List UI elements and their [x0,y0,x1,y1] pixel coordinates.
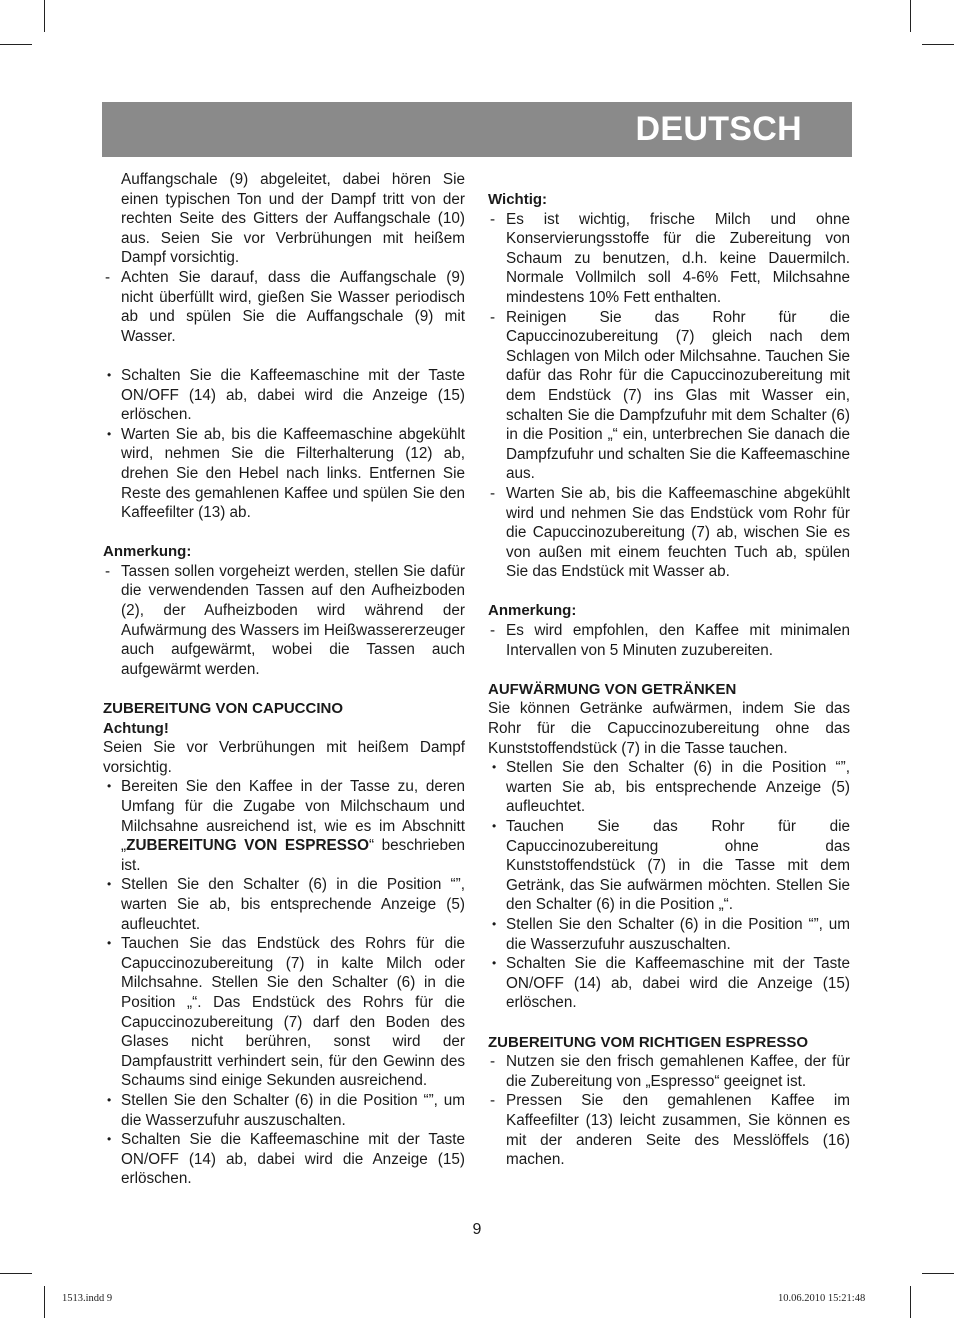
list-item-text: Stellen Sie den Schalter (6) in die Position “”, um die Wasserzufuhr auszuschalten. [121,1091,465,1129]
crop-mark [910,1286,911,1318]
bullet-marker: • [492,916,497,931]
section-reference: ZUBEREITUNG VON ESPRESSO [126,837,370,855]
list-item-text: Es ist wichtig, frische Milch und ohne Konservierungsstoffe für die Zubereitung von Schaum zu benutzen, d.h. keine Dauermilch. Normale Vollmilch soll 4-6% Fett, Milchsahne mindestens 10% Fett enthalten. [506,210,850,306]
list-item [488,758,850,817]
list-item-text: Stellen Sie den Schalter (6) in die Position “”, um die Wasserzufuhr auszuschalten. [506,915,850,953]
list-item-text: Stellen Sie den Schalter (6) in die Position “”, warten Sie ab, bis entsprechende Anzeige (5) aufleuchtet. [121,876,465,933]
dash-marker: - [490,1053,496,1071]
crop-mark [922,44,954,45]
list-item [488,621,850,660]
list-item [488,308,850,484]
list-item-text: Stellen Sie den Schalter (6) in die Position “”, warten Sie ab, bis entsprechende Anzeige (5) aufleuchtet. [506,759,850,816]
list-item-text: Nutzen sie den frisch gemahlenen Kaffee, der für die Zubereitung von „Espresso“ geeignet ist. [506,1053,850,1090]
list-item [103,1130,465,1189]
crop-mark [0,1273,32,1274]
dash-marker: - [490,210,496,228]
page-number: 9 [472,1221,482,1238]
list-item-text: Tauchen Sie das Endstück des Rohrs für die Capuccinozubereitung (7) in kalte Milch oder Milchsahne. Stellen Sie den Schalter (6) in die Position „“. Das Endstück des Rohrs für die Capuccinozubereitung (7) darf den Boden des Glases nicht berühren, sonst wird der Dampfaustritt verhindert sein, für den Gewinn des Schaums sind einige Sekunden ausreichend. [121,935,465,1090]
crop-mark [922,1273,954,1274]
list-item [488,954,850,1013]
bullet-marker: • [492,956,497,971]
bullet-marker: • [492,819,497,833]
right-column [488,190,850,1170]
dash-marker: - [490,484,496,502]
language-title: DEUTSCH [635,110,802,148]
list-item [103,777,465,875]
list-item [103,562,465,680]
crop-mark [0,44,32,45]
bullet-marker: • [107,426,112,441]
list-item [103,934,465,1091]
list-item-text: Reinigen Sie das Rohr für die Capuccinozubereitung (7) gleich nach dem Schlagen von Milch oder Milchsahne. Tauchen Sie dafür das Rohr für die Capuccinozubereitung mit dem Endstück (7) ins Glas mit Wasser ein, schalten Sie die Dampfzufuhr mit dem Schalter (6) in die Position „“ ein, unterbrechen Sie danach die Dampfzufuhr und schalten Sie die Kaffeemaschine aus. [506,308,850,483]
continued-paragraph: Auffangschale (9) abgeleitet, dabei hören Sie einen typischen Ton und der Dampf tritt von der rechten Seite des Gitters der Auffangschale (10) aus. Seien Sie vor Verbrühungen mit heißem Dampf vorsichtig. [121,171,465,267]
bullet-marker: • [107,779,112,794]
list-item [103,875,465,934]
section-heading: ZUBEREITUNG VOM RICHTIGEN ESPRESSO [488,1033,809,1051]
list-item-text: Es wird empfohlen, den Kaffee mit minimalen Intervallen von 5 Minuten zuzubereiten. [506,622,850,659]
list-item [488,1052,850,1091]
bullet-marker: • [107,1092,112,1107]
dash-marker: - [105,562,111,580]
list-item-text: Bereiten Sie den Kaffee in der Tasse zu, deren Umfang für die Zugabe von Milchschaum und Milchsahne ausreichend ist, wie es im Abschnitt „ZUBEREITUNG VON ESPRESSO“ beschrieben ist. [121,778,466,874]
list-item-text: Schalten Sie die Kaffeemaschine mit der Taste ON/OFF (14) ab, dabei wird die Anzeige (15) erlöschen. [121,366,465,424]
section-heading: ZUBEREITUNG VON CAPUCCINO [103,700,344,718]
left-column [103,170,465,1189]
list-item-text: Pressen Sie den gemahlenen Kaffee im Kaffeefilter (13) leicht zusammen, Sie können es mit der anderen Seite des Messlöffels (16) machen. [506,1092,850,1169]
language-header-bar [102,102,852,157]
print-timestamp: 10.06.2010 15:21:48 [778,1293,866,1304]
list-item-text: Warten Sie ab, bis die Kaffeemaschine abgekühlt wird und nehmen Sie das Endstück vom Rohr für die Capuccinozubereitung (7) ab, wischen Sie es von außen mit einem feuchten Tuch ab, spülen Sie das Endstück mit Wasser ab. [506,484,850,581]
note-heading: Anmerkung: [103,543,192,561]
bullet-marker: • [107,877,112,892]
list-item [103,268,465,346]
list-item [103,366,465,425]
list-item [488,484,850,582]
bullet-marker: • [492,760,497,775]
list-item-text: Achten Sie darauf, dass die Auffangschale (9) nicht überfüllt wird, gießen Sie Wasser periodisch ab und spülen Sie die Auffangschale (9) mit Wasser. [121,268,465,345]
bullet-marker: • [107,367,112,382]
list-item [488,915,850,954]
crop-mark [44,0,45,32]
dash-marker: - [105,268,111,286]
important-heading: Wichtig: [488,191,548,208]
list-item-text: Tauchen Sie das Rohr für die Capuccinozubereitung ohne das Kunststoffendstück (7) in die Tasse mit dem Getränk, das Sie aufwärmen möchten. Stellen Sie den Schalter (6) in die Position „“. [506,818,850,914]
crop-mark [44,1286,45,1318]
list-item [488,210,850,308]
note-heading: Anmerkung: [488,602,577,620]
list-item-text: Warten Sie ab, bis die Kaffeemaschine abgekühlt wird, nehmen Sie die Filterhalterung (12) ab, drehen Sie den Hebel nach links. Entfernen Sie Reste des gemahlenen Kaffee und spülen Sie den Kaffeefilter (13) ab. [121,425,465,522]
list-item-text: Schalten Sie die Kaffeemaschine mit der Taste ON/OFF (14) ab, dabei wird die Anzeige (15) erlöschen. [121,1131,465,1188]
list-item-text: Tassen sollen vorgeheizt werden, stellen Sie dafür die verwendenden Tassen auf den Aufheizboden (2), der Aufheizboden wird während der Aufwärmung des Wassers im Heißwassererzeuger auch aufgewärmt, wobei die Tassen auch aufgewärmt werden. [121,562,465,678]
bullet-marker: • [107,936,112,951]
crop-mark [910,0,911,32]
dash-marker: - [490,622,496,640]
bullet-marker: • [107,1132,112,1147]
file-info: 1513.indd 9 [62,1293,113,1304]
list-item [488,1091,850,1169]
attention-heading: Achtung! [103,719,169,737]
dash-marker: - [490,1092,496,1110]
list-item-text: Schalten Sie die Kaffeemaschine mit der Taste ON/OFF (14) ab, dabei wird die Anzeige (15) erlöschen. [506,955,850,1012]
warning-text: Seien Sie vor Verbrühungen mit heißem Dampf vorsichtig. [103,739,465,776]
list-item [488,817,850,915]
section-heading: AUFWÄRMUNG VON GETRÄNKEN [488,680,737,698]
dash-marker: - [490,308,496,326]
list-item [103,1091,465,1130]
list-item [103,425,465,523]
section-intro: Sie können Getränke aufwärmen, indem Sie das Rohr für die Capuccinozubereitung ohne das Kunststoffendstück (7) in die Tasse tauchen. [488,700,850,757]
